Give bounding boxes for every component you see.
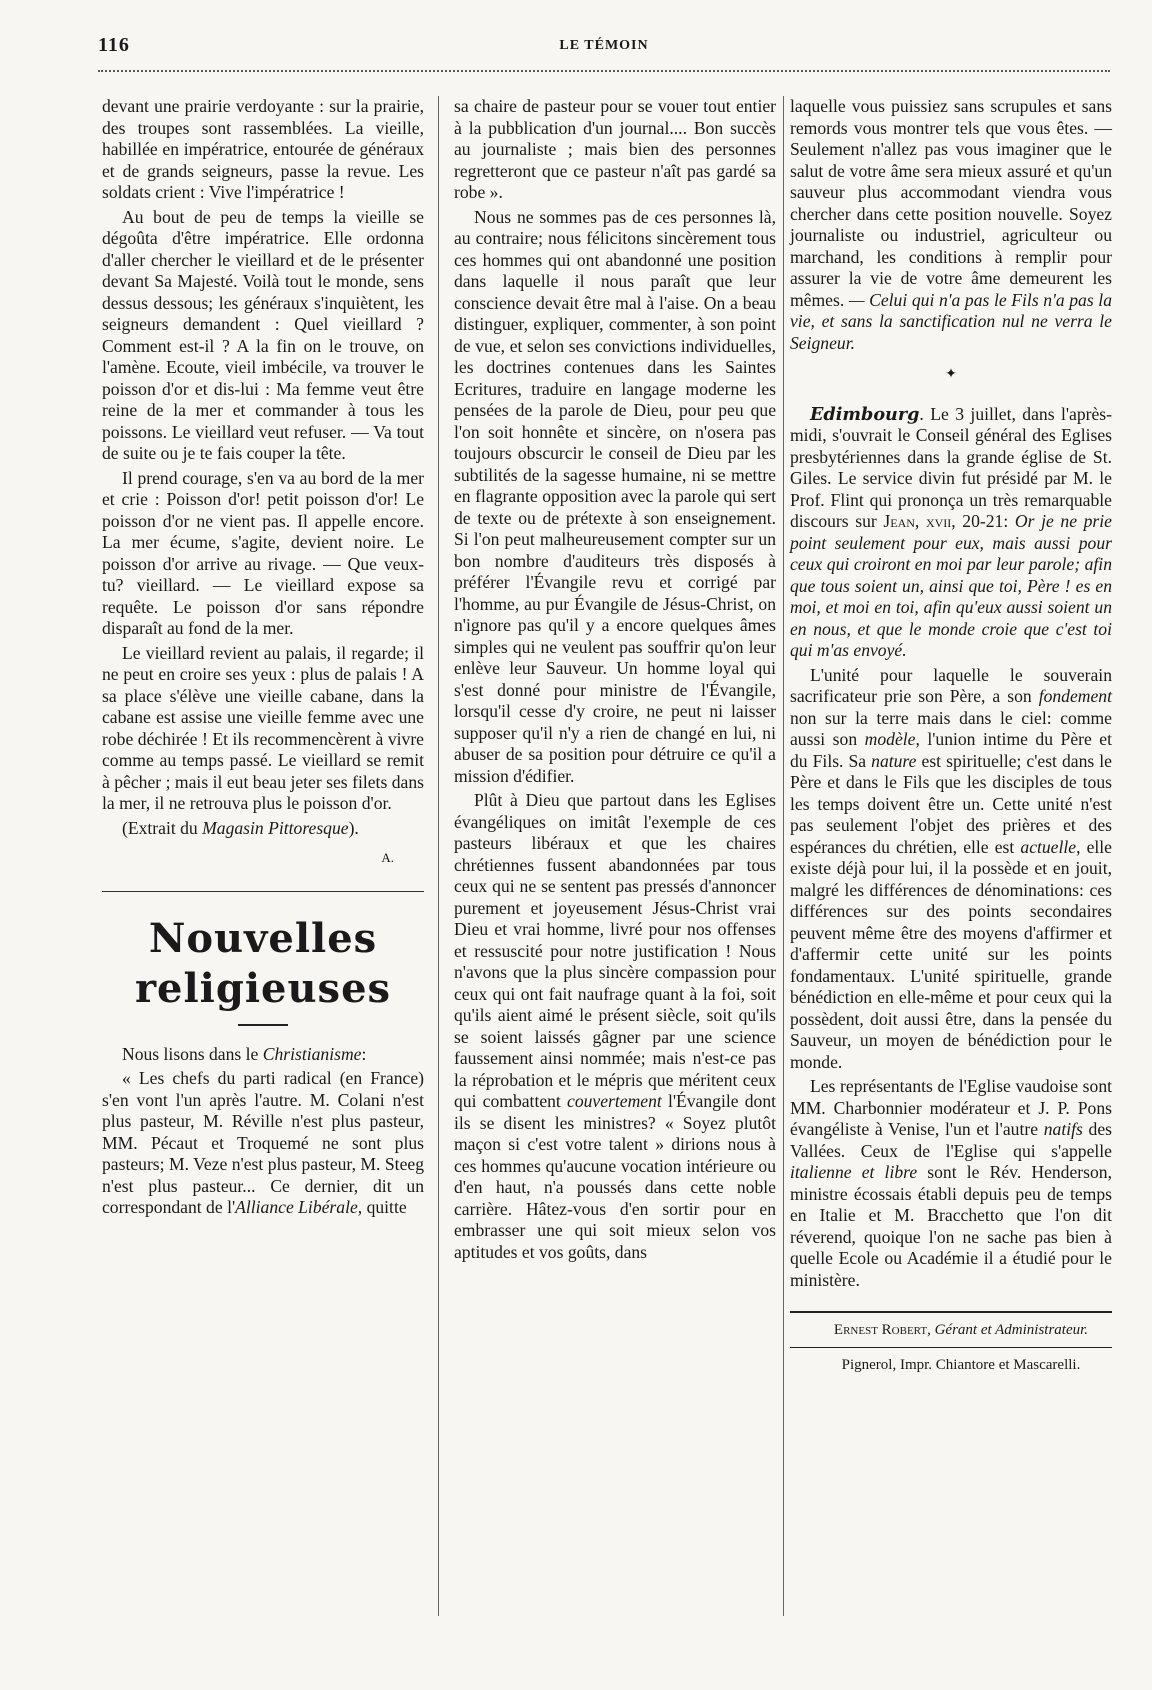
paragraph: devant une prairie verdoyante : sur la prairie, des troupes sont rassemblées. La vieille, habillée en impératrice, entourée de généraux et de grands seigneurs, passe la revue. Les soldats crient : Vive l'impératrice ! <box>102 96 424 202</box>
title-rule <box>238 1024 288 1026</box>
paragraph: Edimbourg. Le 3 juillet, dans l'après-midi, s'ouvrait le Conseil général des Eglises presbytériennes dans la grande église de St. Giles. Le service divin fut présidé par M. le Prof. Flint qui prononça un très remarquable discours sur Jean, xvii, 20-21: Or je ne prie point seulement pour eux, mais aussi pour ceux qui croiront en moi par leur parole; afin que tous soient un, ainsi que toi, Père ! es en moi, et moi en toi, afin qu'eux aussi soient un en nous, et que le monde croie que c'est toi qui m'as envoyé. <box>790 403 1112 660</box>
paragraph: sa chaire de pasteur pour se vouer tout entier à la pubblication d'un journal.... Bon succès au journaliste ; mais bien des personnes regretteront que ce pasteur n'aît pas gardé sa robe ». <box>454 96 776 202</box>
publisher-line: Ernest Robert, Gérant et Administrateur. <box>833 1322 1089 1338</box>
paragraph: Il prend courage, s'en va au bord de la mer et crie : Poisson d'or! petit poisson d'or! Le poisson d'or ne vient pas. Il appelle encore. La mer écume, s'agite, devient noire. Le poisson d'or arrive au rivage. — Que veux-tu? vieillard. — Le vieillard expose sa requête. Le poisson d'or sans répondre disparaît au fond de la mer. <box>102 467 424 638</box>
running-title: LE TÉMOIN <box>559 38 649 53</box>
paragraph: L'unité pour laquelle le souverain sacrificateur prie son Père, a son fondement non sur la terre mais dans le ciel: comme aussi son modèle, l'union intime du Père et du Fils. Sa nature est spirituelle; c'est dans le Père et dans le Fils que les disciples de tous les temps doivent être un. Cette unité n'est pas seulement l'objet des prières et des espérances du chrétien, elle est actuelle, elle existe déjà pour lui, il la possède et en jouit, malgré les différences de dénominations: ces différences sur des points secondaires peuvent même être des moyens d'affirmer et d'affermir cette unité sur les points fondamentaux. L'unité spirituelle, grande bénédiction en elle-même et pour ceux qui la possèdent, doit aussi être, dans la pensée du Sauveur, un moyen de bénédiction pour le monde. <box>790 664 1112 1072</box>
column-divider <box>783 96 784 1616</box>
header-rule <box>98 70 1110 78</box>
source-citation: (Extrait du Magasin Pittoresque). <box>122 817 359 838</box>
signature: A. <box>381 850 394 865</box>
footer-rule <box>790 1311 1112 1313</box>
section-title: Nouvelles religieuses <box>134 914 392 1012</box>
paragraph: Le vieillard revient au palais, il regarde; il ne peut en croire ses yeux : plus de palais ! A sa place s'élève une vieille cabane, dans la cabane est assise une vieille femme avec une robe déchirée ! Et ils recommencèrent à vivre comme au temps passé. Le vieillard se remit à pêcher ; mais il eut beau jeter ses filets dans la mer, il ne retrouva plus le poisson d'or. <box>102 642 424 813</box>
paragraph: « Les chefs du parti radical (en France) s'en vont l'un après l'autre. M. Colani n'est plus pasteur, M. Réville n'est plus pasteur, MM. Pécaut et Troquemé ne sont plus pasteurs; M. Veze n'est plus pasteur, M. Steeg n'est plus pasteur... Ce dernier, dit un correspondant de l'Alliance Libérale, quitte <box>102 1068 424 1217</box>
column-1 <box>102 96 424 1222</box>
separator-star-icon: ✦ <box>945 367 957 382</box>
page-number: 116 <box>98 34 130 56</box>
column-3 <box>790 96 1112 1379</box>
paragraph: Plût à Dieu que partout dans les Eglises évangéliques on imitât l'exemple de ces pasteurs libéraux et que les chaires chrétiennes fussent abandonnées par tous ceux qui ne se sentent pas pressés d'annoncer purement et joyeusement Jésus-Christ vrai Dieu et vrai homme, livré pour nos offenses et ressuscité pour notre justification ! Nous n'avons que la plus sincère compassion pour ceux qui ont fait naufrage quant à la foi, soit qu'ils aient aimé le présent siècle, soit qu'ils se soient laissés gâgner par une science faussement ainsi nommée; mais n'est-ce pas la réprobation et le mépris que méritent ceux qui combattent couvertement l'Évangile dont ils se disent les ministres? « Soyez plutôt maçon si c'est votre talent » dirions nous à ces hommes qu'aucune vocation intérieure ou d'en haut, n'a poussés dans cette noble carrière. Hâtez-vous d'en sortir pour en embrasser une qui soit mieux selon vos aptitudes et vos goûts, dans <box>454 790 777 1262</box>
paragraph: Les représentants de l'Eglise vaudoise sont MM. Charbonnier modérateur et J. P. Pons évangéliste à Venise, l'un et l'autre natifs des Vallées. Ceux de l'Eglise qui s'appelle italienne et libre sont le Rév. Henderson, ministre écossais établi depuis peu de temps en Italie et M. Bracchetto que l'on dit réverend, quoique l'on ne sache pas bien à quelle Ecole ou Académie il a étudié pour le ministère. <box>790 1076 1112 1290</box>
section-rule <box>102 891 424 892</box>
column-2 <box>454 96 776 1266</box>
footer-rule <box>790 1347 1112 1348</box>
paragraph: laquelle vous puissiez sans scrupules et sans remords vous montrer tels que vous êtes. — Seulement n'allez pas vous imaginer que le salut de votre âme sera mieux assuré et qu'un sauveur plus accommodant viendra vous chercher dans cette position nouvelle. Soyez journaliste ou industriel, agriculteur ou marchand, les conditions à remplir pour assurer la vie de votre âme demeurent les mêmes. — Celui qui n'a pas le Fils n'a pas la vie, et sans la sanctification nul ne verra le Seigneur. <box>790 96 1112 353</box>
paragraph: Nous lisons dans le Christianisme: <box>122 1043 367 1064</box>
page-header <box>98 30 1110 60</box>
printer-line: Pignerol, Impr. Chiantore et Mascarelli. <box>841 1357 1081 1373</box>
city-name: Edimbourg <box>810 403 920 425</box>
column-divider <box>438 96 439 1616</box>
paragraph: Au bout de peu de temps la vieille se dégoûta d'être impératrice. Elle ordonna d'aller chercher le vieillard et de le présenter devant Sa Majesté. Voilà tout le monde, sens dessus dessous; les généraux s'inquiètent, les seigneurs demandent : Quel vieillard ? Comment est-il ? A la fin on le trouve, on l'amène. Ecoute, vieil imbécile, va trouver le poisson d'or et dis-lui : Ma femme veut être reine de la mer et commander à tous les poissons. Le vieillard veut refuser. — Va tout de suite ou je te fais couper la tête. <box>102 206 424 463</box>
paragraph: Nous ne sommes pas de ces personnes là, au contraire; nous félicitons sincèrement tous ces hommes qui ont abandonné une position dans laquelle il nous paraît que leur conscience devait être mal à l'aise. On a beau distinguer, expliquer, commenter, à son point de vue, et selon ses convictions individuelles, les doctrines contenues dans les Saintes Ecritures, traduire en langage moderne les pensées de la parole de Dieu, pour peu que l'on soit honnête et sincère, on n'osera pas toujours obscurcir le conseil de Dieu par les subtilités de la sagesse humaine, ni se mettre en flagrante opposition avec la parole qui sert de texte ou de prétexte à son enseignement. Si l'on peut malheureusement compter sur un bon nombre d'auditeurs très disposés à préférer l'Évangile revu et corrigé par l'homme, au pur Évangile de Jésus-Christ, on n'ignore pas qu'il y a encore quelques âmes simples qui ne veulent pas souffrir qu'on leur enlève leur Sauveur. Un homme loyal qui s'est donné pour ministre de l'Évangile, lorsqu'il cesse d'y croire, ne peut ni laisser supposer qu'il n'y a rien de changé en lui, ni abuser de sa position pour détruire ce qu'il a mission d'édifier. <box>454 206 776 786</box>
